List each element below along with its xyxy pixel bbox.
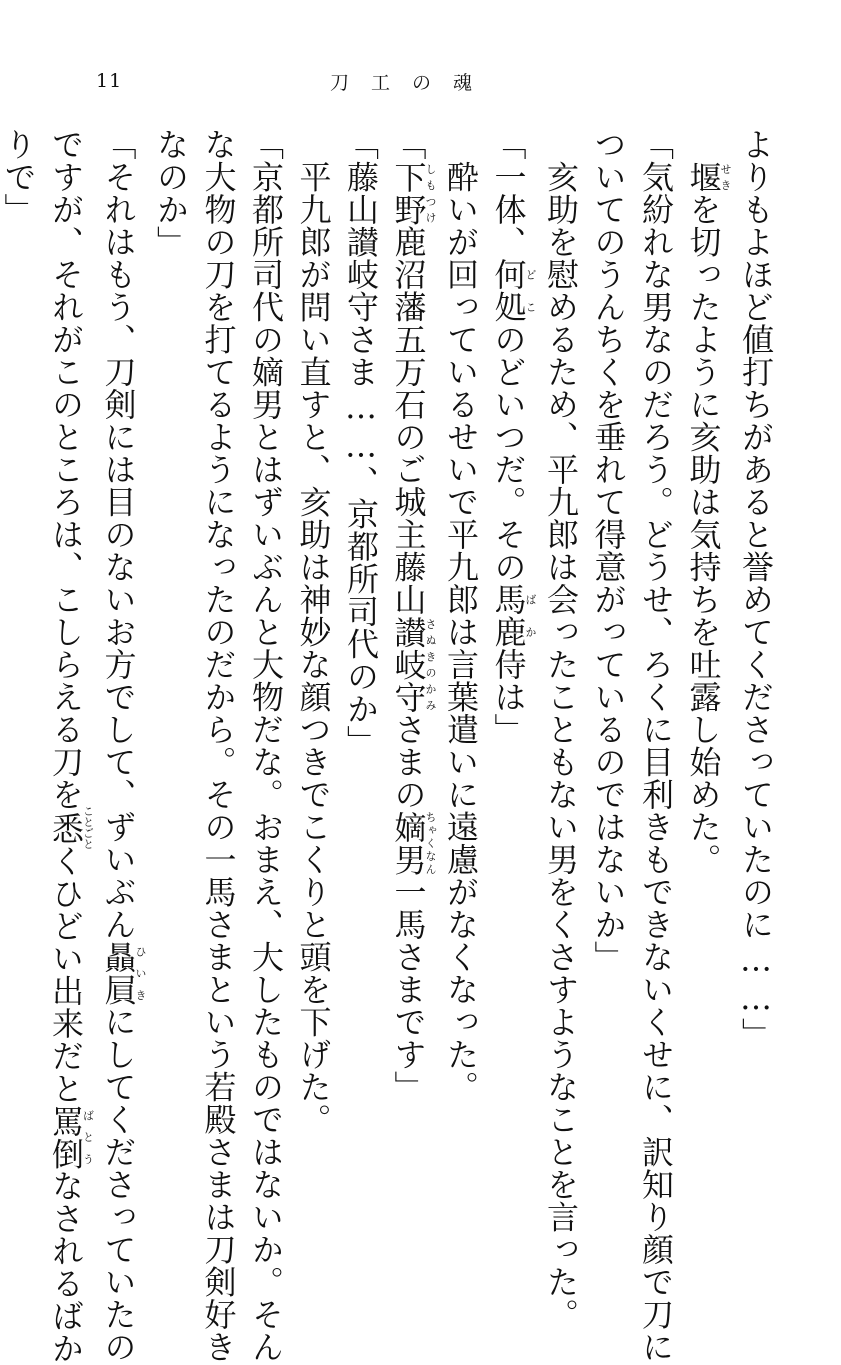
ruby-annotation: 下野しもつけ xyxy=(389,160,437,226)
ruby-annotation: 何処どこ xyxy=(489,258,537,323)
text-line: 「気紛れな男なのだろう。どうせ、ろくに目利きもできないくせに、訳知り顔で刀に xyxy=(637,128,675,1363)
text-line: 「それはもう、刀剣には目のないお方でして、ずいぶん贔屓ひいきにしてくださっていたの xyxy=(99,128,147,1363)
text-line: 酔いが回っているせいで平九郎は言葉遣いに遠慮がなくなった。 xyxy=(442,128,480,1103)
text-line: 「京都所司代の嫡男とはずいぶんと大物だな。おまえ、大したものではないか。そん xyxy=(247,128,285,1363)
text-line: な大物の刀を打てるようになったのだから。その一馬さまという若殿さまは刀剣好き xyxy=(199,128,238,1363)
text-line: 堰せきを切ったように亥助は気持ちを吐露し始めた。 xyxy=(684,160,732,876)
ruby-annotation: 馬鹿ばか xyxy=(489,583,537,648)
ruby-annotation: 悉ことごと xyxy=(47,805,95,850)
ruby-annotation: 嫡男ちゃくなん xyxy=(389,810,437,876)
page-number: 11 xyxy=(96,70,123,92)
text-line: ですが、それがこのところは、こしらえる刀を悉ことごとくひどい出来だと罵倒ばとうなされるばか xyxy=(47,128,95,1365)
text-line: ついてのうんちくを垂れて得意がっているのではないか」 xyxy=(589,128,628,973)
ruby-annotation: 罵倒ばとう xyxy=(47,1104,95,1170)
ruby-annotation: 堰せき xyxy=(684,160,732,193)
text-line: なのか」 xyxy=(152,128,190,258)
running-title: 刀工の魂 xyxy=(330,72,495,94)
body-text xyxy=(0,128,779,1365)
text-line: 「一体、何処どこのどいつだ。その馬鹿ばか侍は」 xyxy=(489,128,537,746)
text-line: りで」 xyxy=(0,128,38,226)
ruby-annotation: 贔屓ひいき xyxy=(99,940,147,1006)
text-line: 平九郎が問い直すと、亥助は神妙な顔つきでこくりと頭を下げた。 xyxy=(294,128,333,1136)
text-line: 「藤山讃岐守さま……、京都所司代のか」 xyxy=(342,128,380,758)
text-line: 「下野しもつけ鹿沼藩五万石のご城主藤山讃岐守さぬきのかみさまの嫡男ちゃくなん一馬さまです」 xyxy=(389,128,437,1103)
text-line: よりもよほど値打ちがあると誉めてくださっていたのに……」 xyxy=(737,128,775,1050)
ruby-annotation: 讃岐守さぬきのかみ xyxy=(389,615,437,713)
text-line: 亥助を慰めるため、平九郎は会ったこともない男をくさすようなことを言った。 xyxy=(542,128,580,1331)
